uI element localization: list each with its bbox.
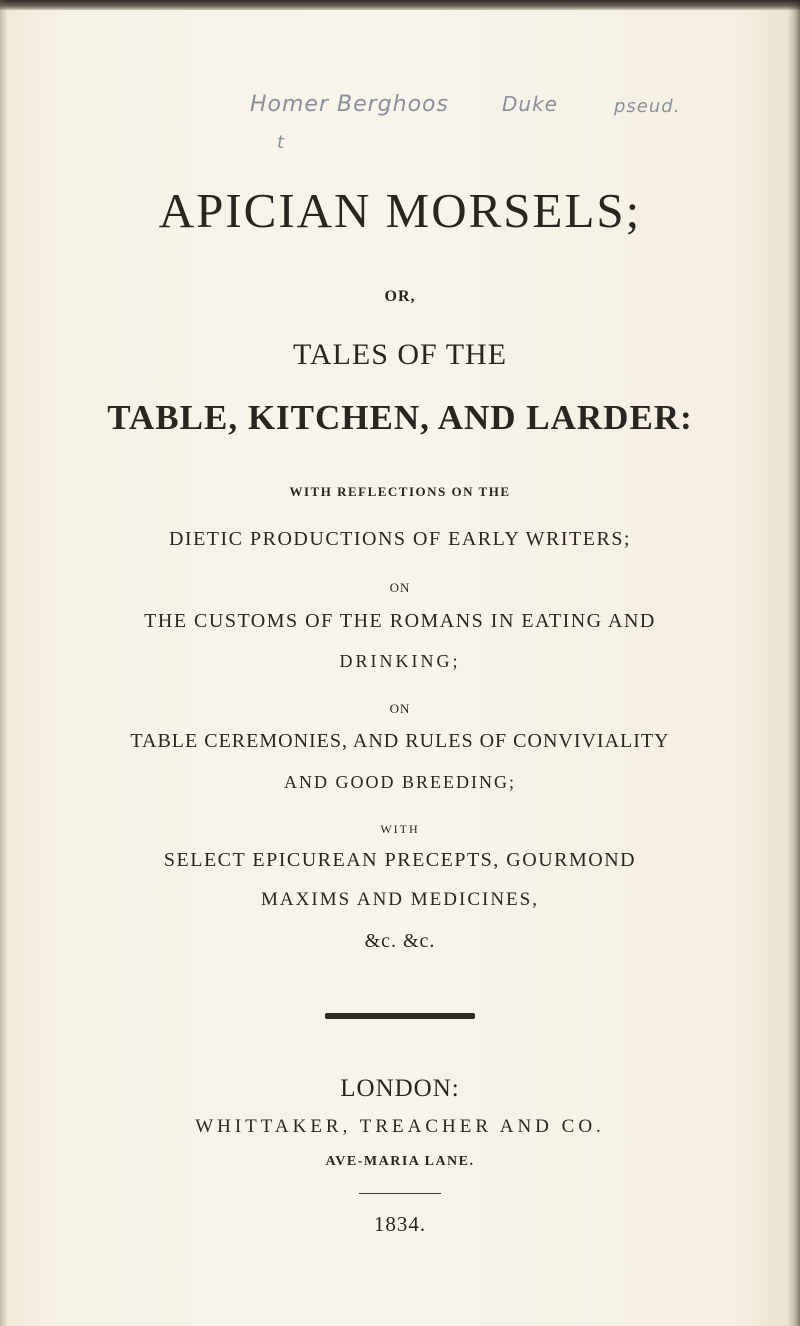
with-connector: WITH — [380, 822, 420, 836]
imprint-publisher: WHITTAKER, TREACHER AND CO. — [195, 1116, 605, 1137]
subtitle-line-2: TABLE, KITCHEN, AND LARDER: — [107, 398, 693, 437]
desc-line-1: DIETIC PRODUCTIONS OF EARLY WRITERS; — [168, 528, 631, 550]
desc-line-6: SELECT EPICUREAN PRECEPTS, GOURMOND — [163, 849, 637, 871]
imprint-city: LONDON: — [340, 1075, 460, 1102]
with-reflections: WITH REFLECTIONS ON THE — [289, 484, 511, 499]
handwritten-annotation: Homer Berghoos — [250, 92, 449, 117]
desc-line-2: THE CUSTOMS OF THE ROMANS IN EATING AND — [144, 610, 656, 632]
desc-line-5: AND GOOD BREEDING; — [284, 772, 516, 792]
imprint-year: 1834. — [373, 1212, 427, 1236]
imprint-address: AVE-MARIA LANE. — [325, 1154, 475, 1169]
book-title: APICIAN MORSELS; — [158, 183, 642, 238]
top-edge-shadow — [0, 0, 800, 10]
desc-line-8: &c. &c. — [364, 930, 436, 952]
subtitle-line-1: TALES OF THE — [292, 338, 508, 371]
handwritten-tick: t — [277, 132, 286, 153]
ornamental-rule — [325, 1013, 475, 1019]
on-connector-1: ON — [389, 580, 411, 595]
on-connector-2: ON — [389, 701, 411, 716]
handwritten-note-right: pseud. — [614, 96, 681, 117]
desc-line-4: TABLE CEREMONIES, AND RULES OF CONVIVIALITY — [130, 730, 670, 752]
title-or: OR, — [384, 288, 416, 305]
desc-line-3: DRINKING; — [339, 651, 461, 671]
handwritten-mark: Duke — [502, 92, 558, 116]
desc-line-7: MAXIMS AND MEDICINES, — [261, 889, 539, 910]
imprint-rule — [359, 1193, 441, 1194]
